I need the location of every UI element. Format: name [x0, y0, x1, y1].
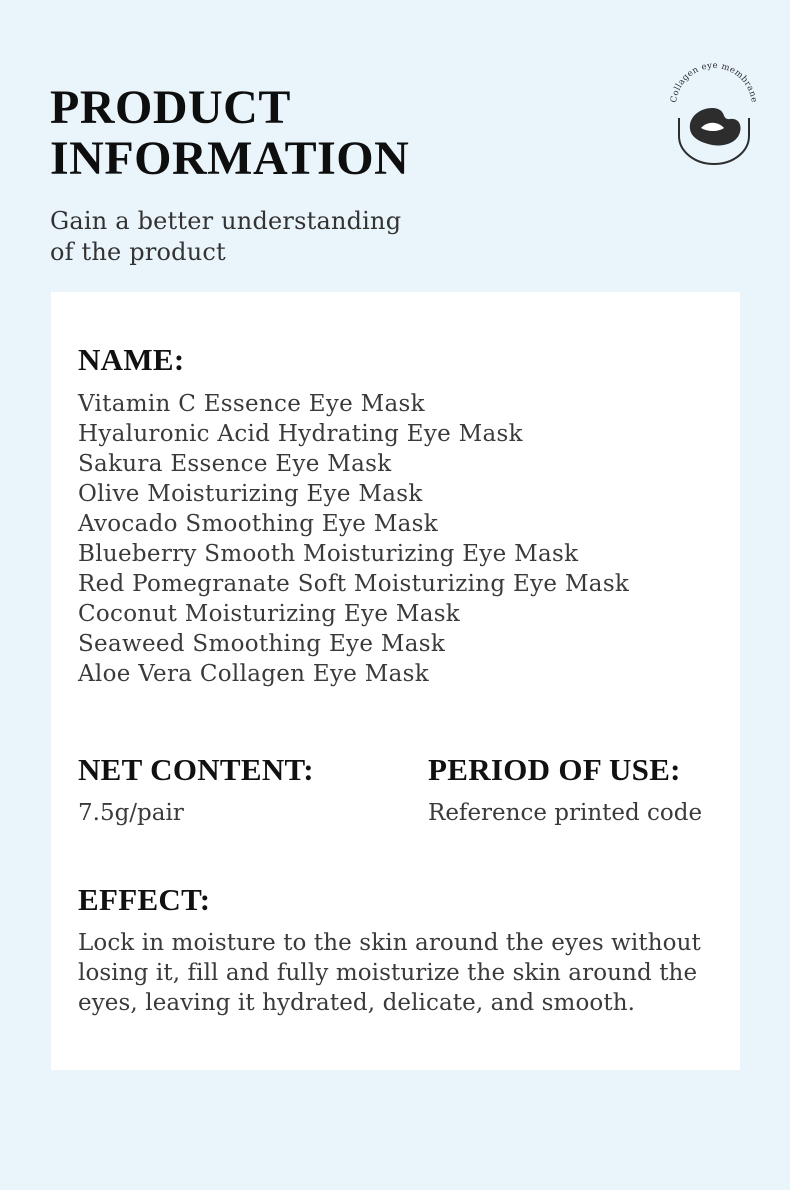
logo-text: Collagen eye membrane [669, 60, 759, 104]
list-item: Avocado Smoothing Eye Mask [78, 511, 439, 537]
list-item: Vitamin C Essence Eye Mask [78, 391, 425, 417]
page-title-line-2: INFORMATION [50, 132, 410, 185]
page-title [50, 82, 409, 184]
period-of-use-label: PERIOD OF USE: [428, 752, 681, 787]
brand-logo [666, 58, 762, 168]
effect-label: EFFECT: [78, 882, 211, 917]
page-subtitle [50, 206, 401, 268]
list-item: Sakura Essence Eye Mask [78, 451, 392, 477]
net-content-value: 7.5g/pair [78, 800, 184, 826]
page-subtitle-line-2: of the product [50, 238, 226, 266]
list-item: Seaweed Smoothing Eye Mask [78, 631, 446, 657]
list-item: Aloe Vera Collagen Eye Mask [78, 661, 429, 687]
effect-description: Lock in moisture to the skin around the eyes without losing it, fill and fully moisturize the skin around the eyes, leaving it hydrated, delicate, and smooth. [78, 930, 701, 1016]
net-content-label: NET CONTENT: [78, 752, 314, 787]
page-subtitle-line-1: Gain a better understanding [50, 207, 402, 235]
svg-text:Collagen eye membrane [669, 61, 759, 104]
name-label: NAME: [78, 342, 185, 377]
period-of-use-value: Reference printed code [428, 800, 703, 826]
list-item: Blueberry Smooth Moisturizing Eye Mask [78, 541, 579, 567]
eye-patch-icon [666, 58, 762, 168]
product-info-card [51, 292, 740, 1070]
product-name-list [78, 389, 629, 689]
page-title-line-1: PRODUCT [50, 81, 291, 134]
list-item: Coconut Moisturizing Eye Mask [78, 601, 461, 627]
list-item: Red Pomegranate Soft Moisturizing Eye Mask [78, 571, 630, 597]
list-item: Hyaluronic Acid Hydrating Eye Mask [78, 421, 523, 447]
list-item: Olive Moisturizing Eye Mask [78, 481, 423, 507]
